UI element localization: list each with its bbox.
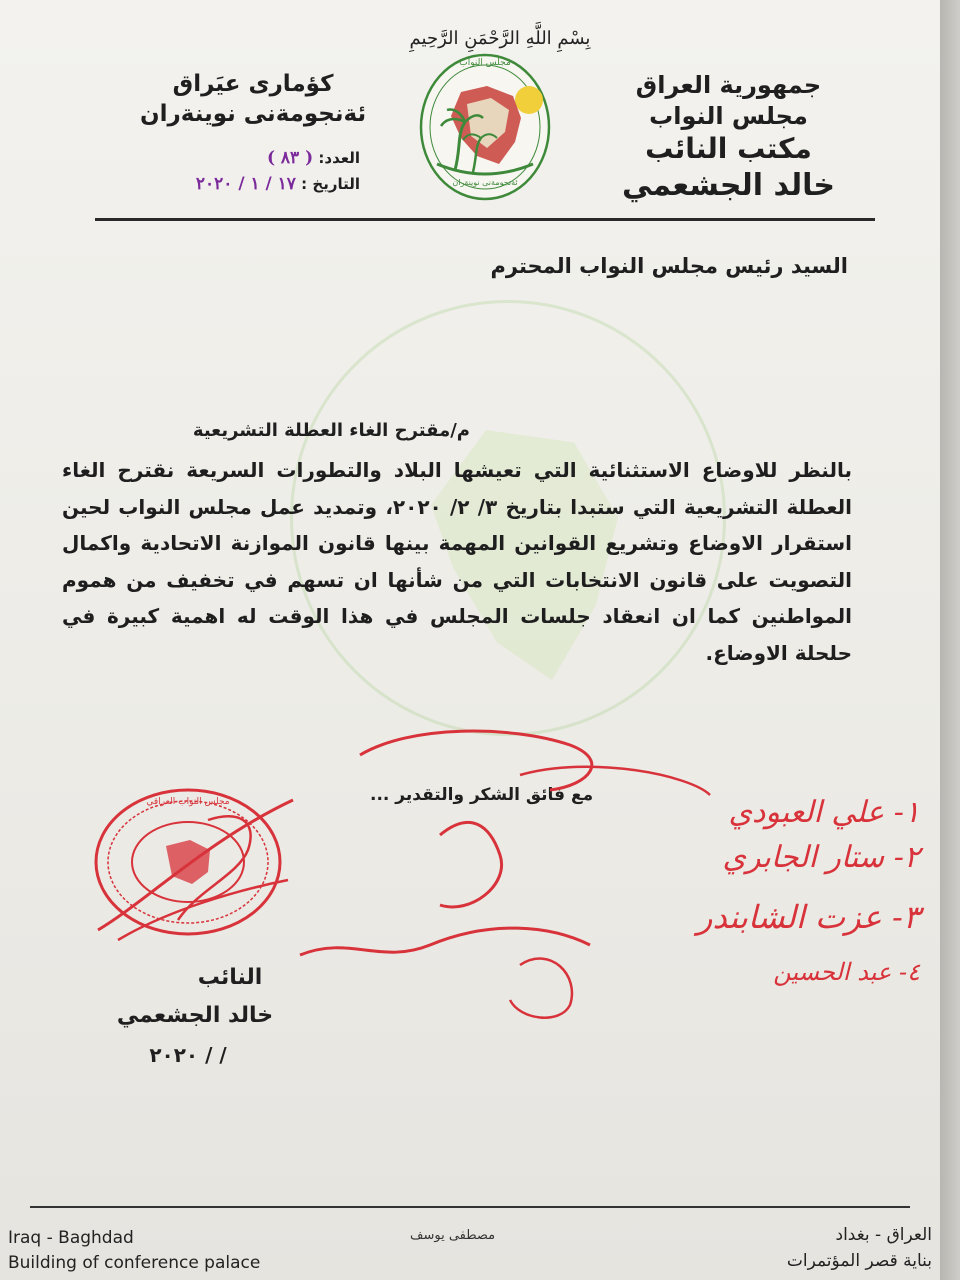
logo-text-top: مجلس النواب — [459, 58, 511, 68]
footer-building-english: Building of conference palace — [8, 1253, 261, 1273]
ref-number-label: العدد: — [318, 149, 360, 167]
header-divider — [95, 218, 875, 221]
header-left — [140, 70, 366, 130]
seal-text: مجلس النواب العراقي — [146, 797, 230, 807]
header-office: مكتب النائب — [645, 132, 812, 166]
ref-number-value: ( ٨٣ ) — [266, 148, 314, 168]
ref-date-label: التاريخ : — [301, 174, 360, 193]
logo-text-bottom: ئةنجومةنى نوينةران — [452, 178, 518, 187]
handwritten-name-2: ٢- ستار الجابري — [722, 840, 920, 875]
header-member: خالد الجشعمي — [621, 168, 835, 204]
footer-building-arabic: بناية قصر المؤتمرات — [786, 1251, 932, 1271]
header-right — [622, 70, 835, 206]
header-council: مجلس النواب — [649, 101, 808, 130]
handwritten-signatures — [290, 715, 940, 1035]
handwritten-name-3: ٣- عزت الشابندر — [697, 898, 920, 936]
page-edge — [940, 0, 960, 1280]
basmala: بِسْمِ اللَّهِ الرَّحْمَنِ الرَّحِيمِ — [409, 28, 591, 49]
footer-address-english — [8, 1226, 260, 1276]
footer-divider — [30, 1206, 910, 1208]
ref-date-value: ١٧ / ١ / ٢٠٢٠ — [195, 173, 296, 194]
footer-typist: مصطفى يوسف — [410, 1228, 496, 1243]
signature-date: / / ٢٠٢٠ — [149, 1043, 227, 1067]
addressee: السيد رئيس مجلس النواب المحترم — [490, 254, 848, 278]
header-council-kurdish: ئةنجومةنى نوينةران — [140, 100, 367, 127]
footer-address-arabic — [787, 1222, 932, 1274]
handwritten-name-1: ١- علي العبودي — [728, 795, 920, 830]
reference-block — [160, 146, 360, 197]
signatory-name: خالد الجشعمي — [116, 1003, 274, 1028]
letter-body: بالنظر للاوضاع الاستثنائية التي تعيشها البلاد والتطورات السريعة نقترح الغاء العطلة التشريعية التي ستبدا بتاريخ ٣/ ٢/ ٢٠٢٠، وتمديد عمل مجلس النواب لحين استقرار الاوضاع وتشريع القوانين المهمة بينها قانون الموازنة الاتحادية واكمال التصويت على قانون الانتخابات التي من شأنها ان تسهم في تخفيف من هموم المواطنين كما ان انعقاد جلسات المجلس في هذا الوقت له اهمية كبيرة في حلحلة الاوضاع. — [62, 458, 852, 665]
subject-line: م/مقترح الغاء العطلة التشريعية — [192, 420, 470, 441]
footer-city-english: Iraq - Baghdad — [8, 1228, 134, 1248]
header-country-kurdish: كؤمارى عيَراق — [172, 71, 334, 97]
footer-city-arabic: العراق - بغداد — [835, 1225, 932, 1245]
signatory-title: النائب — [197, 965, 263, 990]
header-country: جمهورية العراق — [635, 71, 822, 99]
closing-line: مع فائق الشكر والتقدير ... — [370, 785, 594, 805]
handwritten-name-4: ٤- عبد الحسين — [773, 958, 920, 986]
